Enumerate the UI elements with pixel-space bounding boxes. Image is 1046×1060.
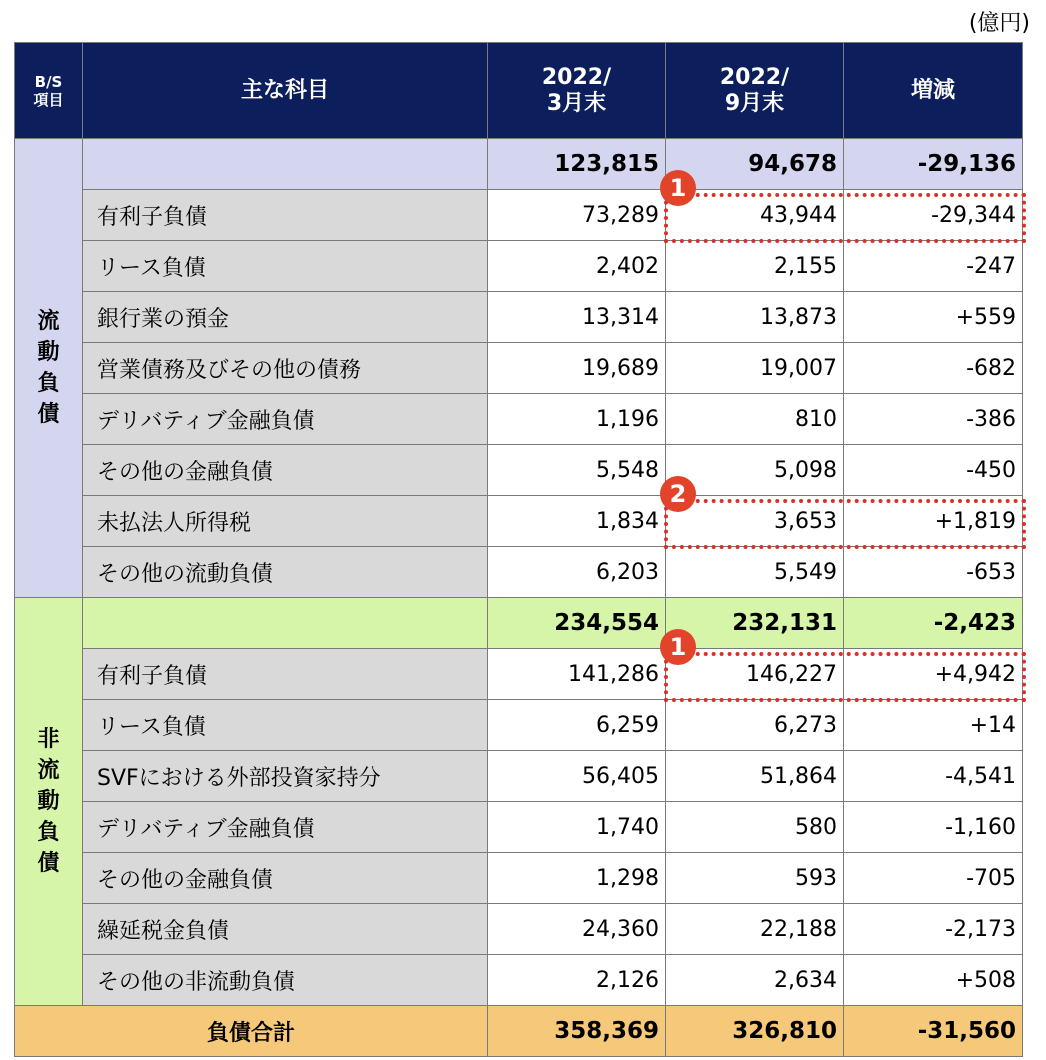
cell-mar: 73,289 bbox=[488, 190, 666, 241]
cell-mar: 2,402 bbox=[488, 241, 666, 292]
table-row bbox=[15, 394, 1023, 445]
total-sep: 326,810 bbox=[666, 1006, 844, 1057]
cell-change: -247 bbox=[844, 241, 1023, 292]
cell-mar: 5,548 bbox=[488, 445, 666, 496]
cell-mar: 13,314 bbox=[488, 292, 666, 343]
header-sep-2022: 2022/ 9月末 bbox=[666, 43, 844, 139]
total-change: -31,560 bbox=[844, 1006, 1023, 1057]
cell-sep: 3,653 bbox=[666, 496, 844, 547]
cell-mar: 141,286 bbox=[488, 649, 666, 700]
balance-sheet-liabilities-table bbox=[14, 42, 1023, 1057]
cell-sep: 22,188 bbox=[666, 904, 844, 955]
table-row bbox=[15, 445, 1023, 496]
table-row bbox=[15, 496, 1023, 547]
cell-sep: 2,155 bbox=[666, 241, 844, 292]
row-label: デリバティブ金融負債 bbox=[83, 802, 488, 853]
cell-change: -4,541 bbox=[844, 751, 1023, 802]
cell-change: -386 bbox=[844, 394, 1023, 445]
cell-sep: 5,098 bbox=[666, 445, 844, 496]
row-label: 未払法人所得税 bbox=[83, 496, 488, 547]
cell-sep: 6,273 bbox=[666, 700, 844, 751]
cell-mar: 19,689 bbox=[488, 343, 666, 394]
row-label: 有利子負債 bbox=[83, 649, 488, 700]
table-row bbox=[15, 802, 1023, 853]
callout-badge-1: 1 bbox=[660, 170, 696, 206]
current-subtotal-mar: 123,815 bbox=[488, 139, 666, 190]
callout-badge-2: 2 bbox=[660, 476, 696, 512]
noncurrent-subtotal-label bbox=[83, 598, 488, 649]
cell-mar: 1,298 bbox=[488, 853, 666, 904]
callout-badge-3: 1 bbox=[660, 629, 696, 665]
row-label: その他の流動負債 bbox=[83, 547, 488, 598]
cell-sep: 580 bbox=[666, 802, 844, 853]
noncurrent-subtotal-sep: 232,131 bbox=[666, 598, 844, 649]
cell-change: +14 bbox=[844, 700, 1023, 751]
cell-mar: 1,834 bbox=[488, 496, 666, 547]
noncurrent-subtotal-change: -2,423 bbox=[844, 598, 1023, 649]
header-change: 増減 bbox=[844, 43, 1023, 139]
cell-change: -653 bbox=[844, 547, 1023, 598]
cell-sep: 13,873 bbox=[666, 292, 844, 343]
row-label: 有利子負債 bbox=[83, 190, 488, 241]
current-subtotal-change: -29,136 bbox=[844, 139, 1023, 190]
current-subtotal-sep: 94,678 bbox=[666, 139, 844, 190]
cell-change: +1,819 bbox=[844, 496, 1023, 547]
row-label: デリバティブ金融負債 bbox=[83, 394, 488, 445]
cell-sep: 43,944 bbox=[666, 190, 844, 241]
cell-mar: 24,360 bbox=[488, 904, 666, 955]
header-main-account: 主な科目 bbox=[83, 43, 488, 139]
table-row bbox=[15, 700, 1023, 751]
cell-change: -29,344 bbox=[844, 190, 1023, 241]
cell-change: +508 bbox=[844, 955, 1023, 1006]
cell-mar: 2,126 bbox=[488, 955, 666, 1006]
table-row bbox=[15, 547, 1023, 598]
table-row bbox=[15, 649, 1023, 700]
cell-sep: 2,634 bbox=[666, 955, 844, 1006]
row-label: 銀行業の預金 bbox=[83, 292, 488, 343]
row-label: 繰延税金負債 bbox=[83, 904, 488, 955]
cell-sep: 5,549 bbox=[666, 547, 844, 598]
cell-change: -450 bbox=[844, 445, 1023, 496]
row-label: その他の金融負債 bbox=[83, 853, 488, 904]
cell-change: -2,173 bbox=[844, 904, 1023, 955]
section-label-noncurrent: 非流動負債 bbox=[15, 598, 83, 1006]
table-row bbox=[15, 343, 1023, 394]
unit-label: (億円) bbox=[968, 11, 1030, 36]
row-label: その他の非流動負債 bbox=[83, 955, 488, 1006]
noncurrent-subtotal-row bbox=[15, 598, 1023, 649]
noncurrent-subtotal-mar: 234,554 bbox=[488, 598, 666, 649]
header-row bbox=[15, 43, 1023, 139]
header-mar-2022: 2022/ 3月末 bbox=[488, 43, 666, 139]
cell-sep: 51,864 bbox=[666, 751, 844, 802]
table-row bbox=[15, 241, 1023, 292]
table-row bbox=[15, 751, 1023, 802]
table-row bbox=[15, 904, 1023, 955]
table-row bbox=[15, 853, 1023, 904]
total-row bbox=[15, 1006, 1023, 1057]
cell-sep: 146,227 bbox=[666, 649, 844, 700]
cell-mar: 6,203 bbox=[488, 547, 666, 598]
row-label: 営業債務及びその他の債務 bbox=[83, 343, 488, 394]
header-bs-item: B/S 項目 bbox=[15, 43, 83, 139]
cell-sep: 19,007 bbox=[666, 343, 844, 394]
cell-change: -1,160 bbox=[844, 802, 1023, 853]
cell-change: +559 bbox=[844, 292, 1023, 343]
cell-mar: 56,405 bbox=[488, 751, 666, 802]
row-label: その他の金融負債 bbox=[83, 445, 488, 496]
cell-sep: 593 bbox=[666, 853, 844, 904]
table-row bbox=[15, 955, 1023, 1006]
cell-change: -705 bbox=[844, 853, 1023, 904]
cell-sep: 810 bbox=[666, 394, 844, 445]
cell-mar: 1,196 bbox=[488, 394, 666, 445]
table-row bbox=[15, 292, 1023, 343]
cell-mar: 6,259 bbox=[488, 700, 666, 751]
total-mar: 358,369 bbox=[488, 1006, 666, 1057]
current-subtotal-label bbox=[83, 139, 488, 190]
cell-change: +4,942 bbox=[844, 649, 1023, 700]
cell-mar: 1,740 bbox=[488, 802, 666, 853]
table-row bbox=[15, 190, 1023, 241]
row-label: リース負債 bbox=[83, 241, 488, 292]
cell-change: -682 bbox=[844, 343, 1023, 394]
current-subtotal-row bbox=[15, 139, 1023, 190]
row-label: リース負債 bbox=[83, 700, 488, 751]
total-label: 負債合計 bbox=[15, 1006, 488, 1057]
section-label-current: 流動負債 bbox=[15, 139, 83, 598]
row-label: SVFにおける外部投資家持分 bbox=[83, 751, 488, 802]
